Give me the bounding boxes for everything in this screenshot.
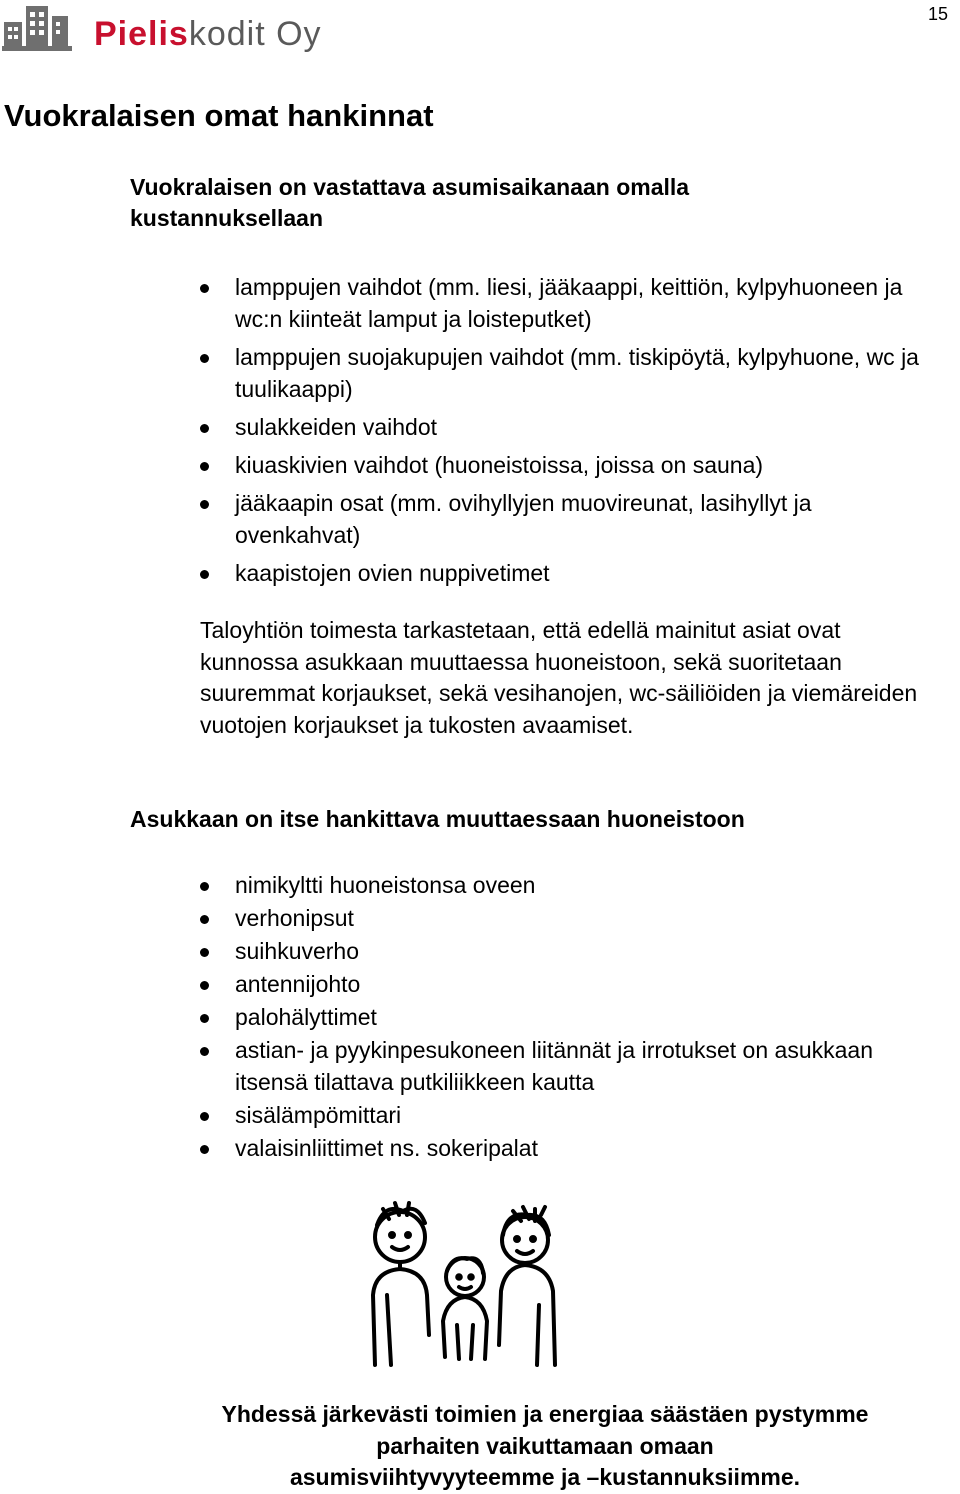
page-number: 15 (927, 4, 948, 24)
list-item: lamppujen suojakupujen vaihdot (mm. tiskipöytä, kylpyhuone, wc ja tuulikaappi) (200, 341, 940, 405)
list-item: astian- ja pyykinpesukoneen liitännät ja irrotukset on asukkaan itsensä tilattava putkiliikkeen kautta (200, 1034, 940, 1098)
list-item: suihkuverho (200, 935, 940, 967)
move-in-purchases-list (200, 869, 940, 1165)
list-item: jääkaapin osat (mm. ovihyllyjen muovireunat, lasihyllyt ja ovenkahvat) (200, 487, 940, 551)
slogan-line-2: parhaiten vaikuttamaan omaan (376, 1432, 714, 1459)
list-item: lamppujen vaihdot (mm. liesi, jääkaappi, keittiön, kylpyhuoneen ja wc:n kiinteät lamput ja loisteputket) (200, 271, 940, 335)
adult-right-figure (499, 1207, 555, 1365)
child-figure (443, 1258, 487, 1359)
section-heading-tenant-costs: Vuokralaisen on vastattava asumisaikanaan omalla kustannuksellaan (130, 174, 690, 231)
list-item: verhonipsut (200, 902, 940, 934)
adult-left-figure (373, 1203, 429, 1365)
tenant-costs-list (200, 271, 940, 595)
list-item: palohälyttimet (200, 1001, 940, 1033)
list-item: kiuaskivien vaihdot (huoneistoissa, joissa on sauna) (200, 449, 940, 481)
logo-wordmark (94, 12, 322, 56)
building-logo-icon (2, 6, 72, 51)
list-item: valaisinliittimet ns. sokeripalat (200, 1132, 940, 1164)
slogan-line-1: Yhdessä järkevästi toimien ja energiaa säästäen pystymme (221, 1401, 869, 1427)
closing-slogan (140, 1399, 950, 1494)
list-item: kaapistojen ovien nuppivetimet (200, 557, 940, 589)
logo-wordmark-red: Pielis (94, 15, 189, 53)
list-item: sisälämpömittari (200, 1099, 940, 1131)
list-item: sulakkeiden vaihdot (200, 411, 940, 443)
slogan-line-3: asumisviihtyvyyteemme ja –kustannuksiimme. (289, 1464, 801, 1490)
section-heading-move-in-purchases: Asukkaan on itse hankittava muuttaessaan huoneistoon (130, 806, 745, 832)
page-title: Vuokralaisen omat hankinnat (4, 98, 434, 133)
list-item: nimikyltti huoneistonsa oveen (200, 869, 940, 901)
logo-wordmark-gray: kodit Oy (188, 15, 322, 53)
list-item: antennijohto (200, 968, 940, 1000)
family-illustration (355, 1195, 575, 1375)
housing-company-paragraph: Taloyhtiön toimesta tarkastetaan, että edellä mainitut asiat ovat kunnossa asukkaan muuttaessa huoneistoon, sekä suoritetaan suuremmat korjaukset, sekä vesihanojen, wc-säiliöiden ja viemäreiden vuotojen korjaukset ja tukosten avaamiset. (200, 617, 918, 738)
